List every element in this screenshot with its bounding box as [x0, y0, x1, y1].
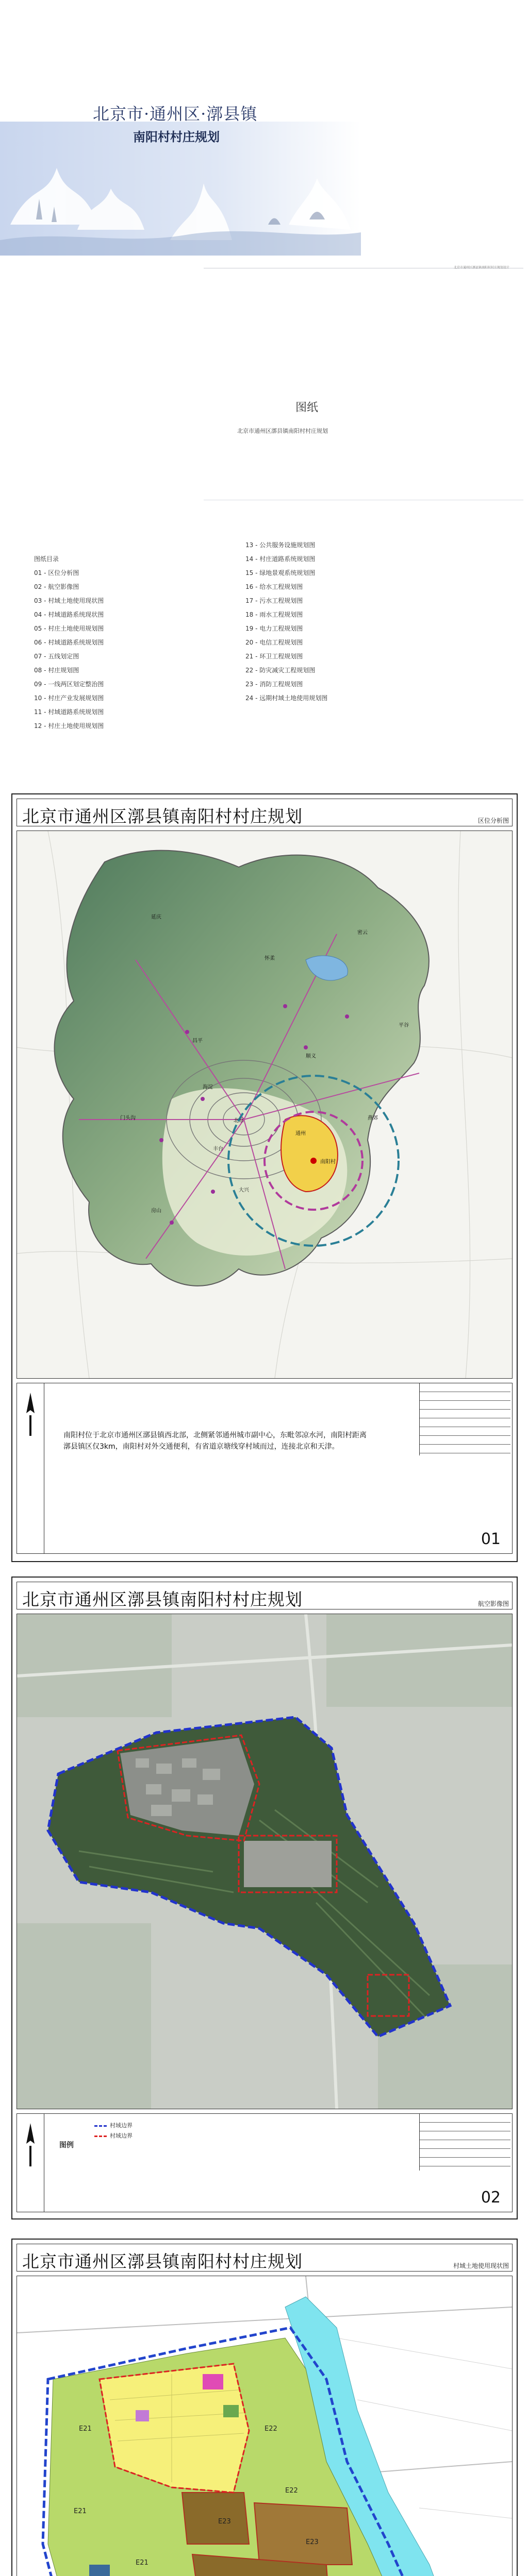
- map-label: 北京: [234, 1118, 244, 1124]
- toc-left-column: [34, 552, 104, 733]
- toc-heading: 图纸: [295, 401, 319, 414]
- toc-item[interactable]: 24 - 远期村域土地使用规划图: [245, 694, 328, 702]
- toc-item[interactable]: 20 - 电信工程规划图: [245, 639, 303, 646]
- sheet-aerial-image: [11, 1577, 518, 2219]
- title-block: [419, 2114, 510, 2171]
- sheet-subtitle: 区位分析图: [477, 817, 509, 824]
- legend-swatch: [94, 2125, 107, 2127]
- sheet-footer: [16, 2113, 513, 2212]
- toc-item[interactable]: 14 - 村庄道路系统规划图: [245, 555, 316, 563]
- toc-item[interactable]: 16 - 给水工程规划图: [245, 583, 303, 590]
- location-map: [16, 831, 513, 1379]
- toc-item[interactable]: 05 - 村庄土地使用规划图: [34, 625, 104, 632]
- sheet-title: 北京市通州区漷县镇南阳村村庄规划: [22, 2251, 303, 2272]
- legend-swatch: [94, 2136, 107, 2137]
- zone-label: E23: [306, 2538, 319, 2546]
- toc-item[interactable]: 19 - 电力工程规划图: [245, 625, 303, 632]
- sheet-number: 01: [481, 1530, 501, 1548]
- toc-item[interactable]: 21 - 环卫工程规划图: [245, 653, 303, 660]
- aerial-photo: [17, 1614, 512, 2109]
- toc-item[interactable]: 23 - 消防工程规划图: [245, 681, 303, 688]
- toc-item[interactable]: 07 - 五线划定图: [34, 653, 79, 660]
- toc-item[interactable]: 01 - 区位分析图: [34, 569, 79, 577]
- toc-item[interactable]: 09 - 一线两区划定整治图: [34, 681, 104, 688]
- sheet-title-bar: [16, 1582, 513, 1609]
- landuse-map: [16, 2276, 513, 2576]
- toc-right-column: [245, 538, 327, 705]
- map-label: 门头沟: [120, 1115, 136, 1121]
- sheet-footer: [16, 1383, 513, 1554]
- map-label: 怀柔: [265, 956, 275, 961]
- toc-item[interactable]: 06 - 村域道路系统规划图: [34, 639, 104, 646]
- map-label: 顺义: [306, 1054, 316, 1059]
- sheet-title: 北京市通州区漷县镇南阳村村庄规划: [22, 806, 303, 826]
- map-label: 海淀: [203, 1084, 213, 1090]
- map-label: 房山: [151, 1208, 161, 1214]
- sheet-title-bar: [16, 799, 513, 826]
- landuse-plan: [17, 2276, 512, 2576]
- zone-label: E21: [74, 2507, 87, 2515]
- toc-item[interactable]: 12 - 村庄土地使用规划图: [34, 722, 104, 730]
- legend-item: [94, 2131, 133, 2140]
- toc-item[interactable]: 02 - 航空影像图: [34, 583, 79, 590]
- toc-item[interactable]: 11 - 村域道路系统规划图: [34, 708, 104, 716]
- sheet-subtitle: 村域土地使用现状图: [453, 2262, 509, 2269]
- toc-item[interactable]: 13 - 公共服务设施规划图: [245, 541, 316, 549]
- sheet-title-bar: [16, 2244, 513, 2272]
- legend-item-label: 村域边界: [110, 2132, 133, 2139]
- legend-item-label: 村域边界: [110, 2122, 133, 2129]
- toc-item[interactable]: 图纸目录: [34, 555, 59, 563]
- legend-item: [94, 2121, 133, 2129]
- cover-page: [0, 0, 528, 783]
- title-block: [419, 1383, 510, 1455]
- map-label: 大兴: [239, 1188, 249, 1193]
- zone-label: E22: [265, 2425, 277, 2433]
- legend-label: 图例: [59, 2141, 74, 2149]
- zone-label: E21: [136, 2559, 148, 2567]
- location-description: 南阳村位于北京市通州区漷县镇西北部，北侧紧邻通州城市副中心，东毗邻凉水河，南阳村距离漷县镇区仅3km，南阳村对外交通便利，有省道京塘线穿村域而过，连接北京和天津。: [63, 1431, 367, 1451]
- toc-item[interactable]: 04 - 村域道路系统现状图: [34, 611, 104, 618]
- village-label: 南阳村: [320, 1159, 336, 1165]
- map-label: 密云: [357, 930, 368, 936]
- sheet-landuse-current: [11, 2239, 518, 2576]
- sheet-subtitle: 航空影像图: [477, 1600, 509, 1607]
- map-label: 燕郊: [368, 1115, 378, 1121]
- nanyang-village-marker: [310, 1158, 317, 1164]
- cover-small-text: 北京市通州区漷县镇南阳村村庄规划设计: [454, 266, 510, 269]
- toc-item[interactable]: 22 - 防灾减灾工程规划图: [245, 667, 316, 674]
- map-label: 昌平: [192, 1038, 203, 1044]
- sheet-location-analysis: [11, 793, 518, 1562]
- map-label: 平谷: [399, 1023, 409, 1028]
- sheet-title: 北京市通州区漷县镇南阳村村庄规划: [22, 1589, 303, 1609]
- map-label: 丰台: [213, 1146, 223, 1152]
- zone-label: E23: [218, 2518, 231, 2526]
- toc-item[interactable]: 18 - 雨水工程规划图: [245, 611, 303, 618]
- toc-item[interactable]: 03 - 村域土地使用现状图: [34, 597, 104, 604]
- north-arrow-icon: [23, 1393, 38, 1438]
- map-label: 延庆: [151, 914, 161, 920]
- toc-item[interactable]: 08 - 村庄规划图: [34, 667, 79, 674]
- beijing-region-map: [17, 831, 512, 1378]
- toc-item[interactable]: 17 - 污水工程规划图: [245, 597, 303, 604]
- map-label: 通州: [295, 1131, 306, 1137]
- sheet-number: 02: [481, 2189, 501, 2207]
- cover-title-location: 北京市·通州区·漷县镇: [93, 104, 258, 124]
- toc-subtitle: 北京市通州区漷县镇南阳村村庄规划: [237, 428, 328, 434]
- north-arrow-icon: [23, 2123, 38, 2168]
- toc-item[interactable]: 10 - 村庄产业发展规划图: [34, 694, 104, 702]
- zone-label: E21: [79, 2425, 92, 2433]
- aerial-map: [16, 1614, 513, 2109]
- cover-title-project: 南阳村村庄规划: [133, 130, 220, 144]
- toc-item[interactable]: 15 - 绿地景观系统规划图: [245, 569, 316, 577]
- zone-label: E22: [285, 2487, 298, 2495]
